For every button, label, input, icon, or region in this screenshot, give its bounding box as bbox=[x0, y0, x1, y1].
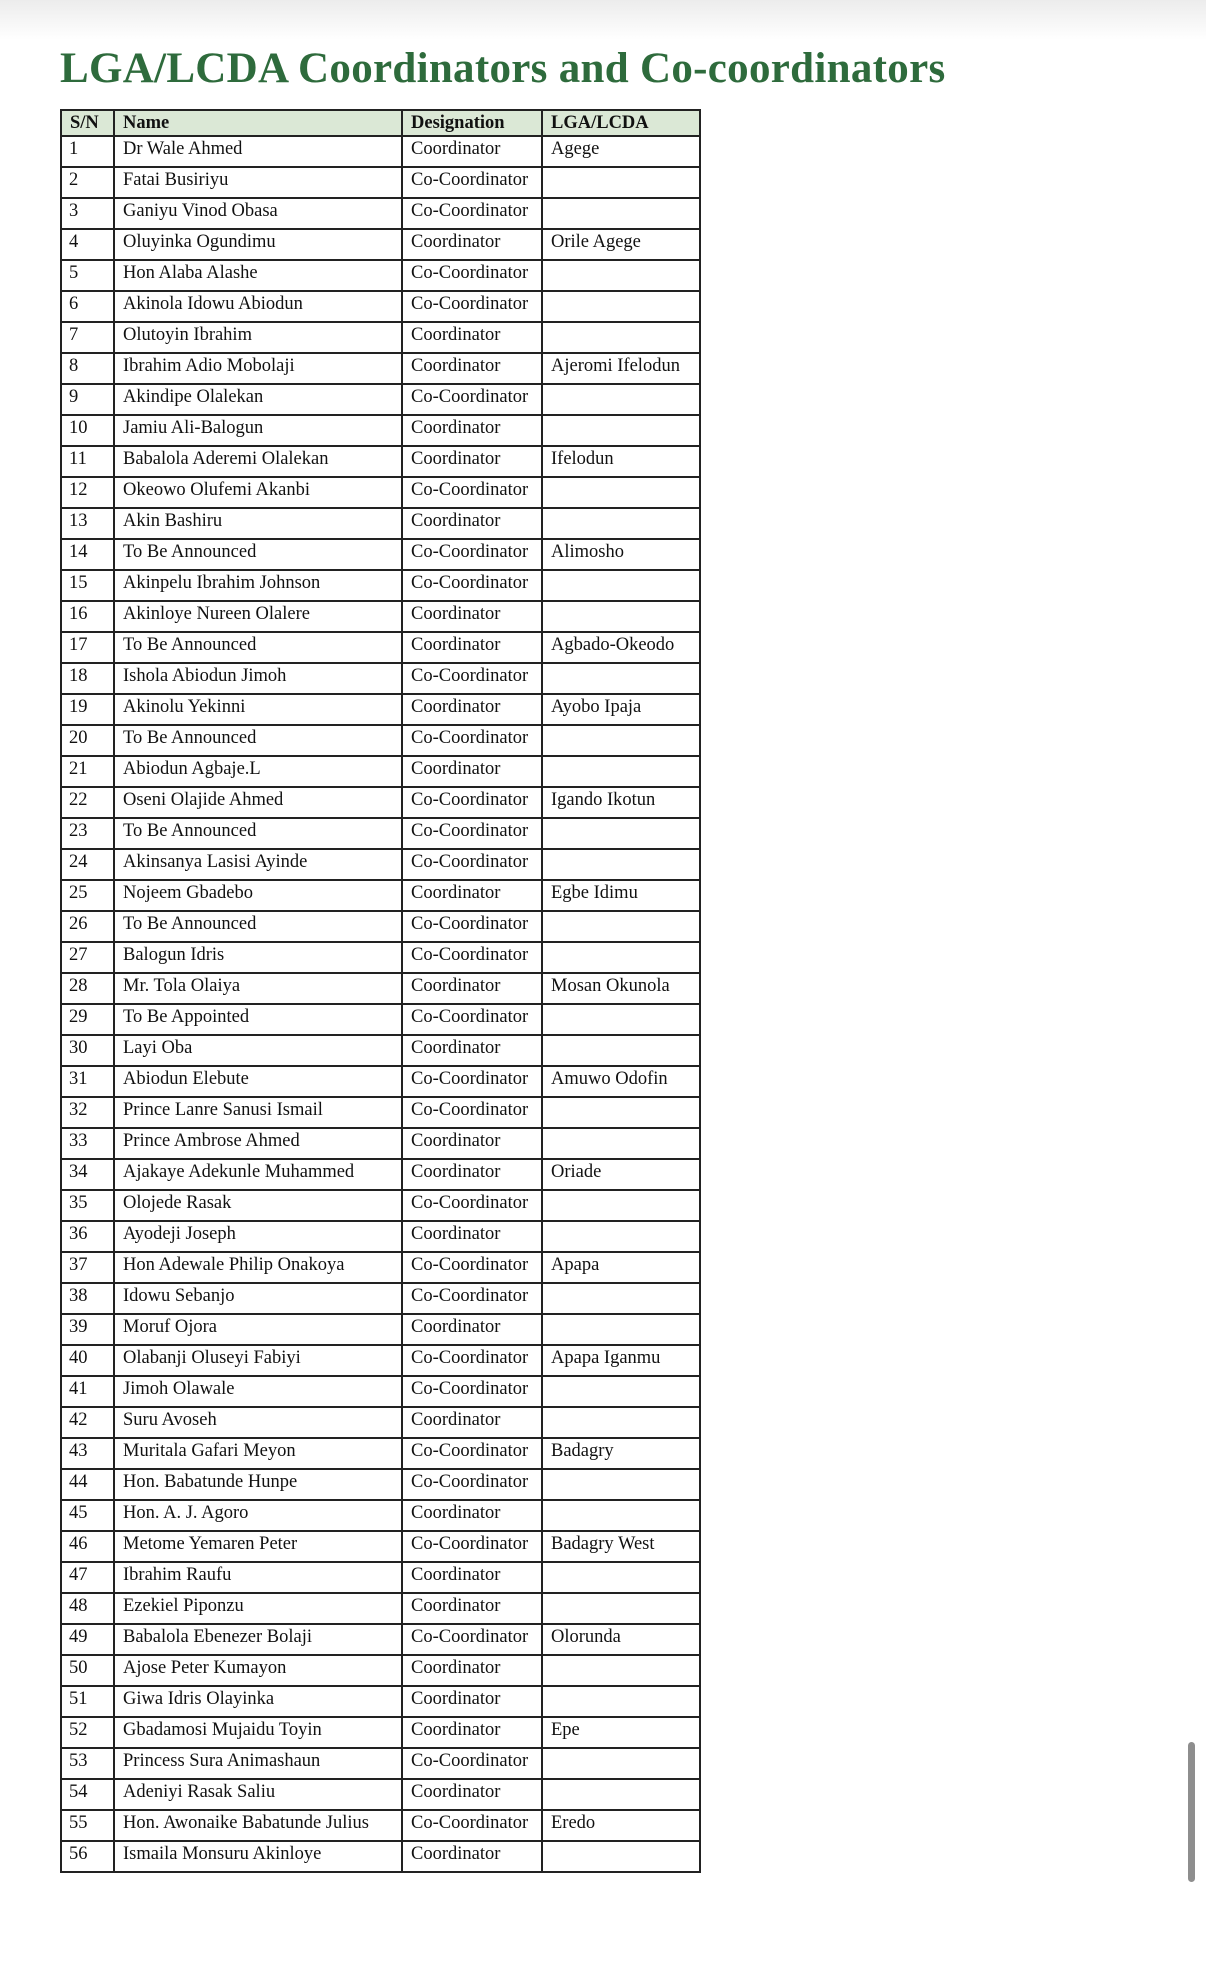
table-row bbox=[61, 384, 700, 415]
cell-lga: Eredo bbox=[542, 1810, 700, 1841]
cell-sn: 27 bbox=[61, 942, 114, 973]
table-row bbox=[61, 198, 700, 229]
cell-sn: 18 bbox=[61, 663, 114, 694]
cell-designation: Co-Coordinator bbox=[402, 1066, 542, 1097]
cell-designation: Coordinator bbox=[402, 1159, 542, 1190]
cell-designation: Coordinator bbox=[402, 1655, 542, 1686]
cell-sn: 45 bbox=[61, 1500, 114, 1531]
cell-lga bbox=[542, 322, 700, 353]
cell-name: Mr. Tola Olaiya bbox=[114, 973, 402, 1004]
cell-name: To Be Announced bbox=[114, 818, 402, 849]
cell-lga: Alimosho bbox=[542, 539, 700, 570]
cell-designation: Co-Coordinator bbox=[402, 1097, 542, 1128]
cell-name: To Be Announced bbox=[114, 632, 402, 663]
cell-designation: Co-Coordinator bbox=[402, 1531, 542, 1562]
column-header-lga: LGA/LCDA bbox=[542, 110, 700, 136]
cell-designation: Co-Coordinator bbox=[402, 818, 542, 849]
cell-designation: Coordinator bbox=[402, 1686, 542, 1717]
cell-designation: Co-Coordinator bbox=[402, 1283, 542, 1314]
cell-sn: 4 bbox=[61, 229, 114, 260]
cell-lga bbox=[542, 1469, 700, 1500]
cell-lga bbox=[542, 1035, 700, 1066]
cell-lga bbox=[542, 1593, 700, 1624]
cell-lga: Ajeromi Ifelodun bbox=[542, 353, 700, 384]
cell-sn: 52 bbox=[61, 1717, 114, 1748]
cell-name: Abiodun Elebute bbox=[114, 1066, 402, 1097]
cell-lga bbox=[542, 260, 700, 291]
cell-lga bbox=[542, 1562, 700, 1593]
table-row bbox=[61, 1407, 700, 1438]
cell-designation: Co-Coordinator bbox=[402, 1748, 542, 1779]
cell-name: Hon Adewale Philip Onakoya bbox=[114, 1252, 402, 1283]
cell-sn: 31 bbox=[61, 1066, 114, 1097]
table-row bbox=[61, 1500, 700, 1531]
cell-designation: Co-Coordinator bbox=[402, 849, 542, 880]
cell-sn: 24 bbox=[61, 849, 114, 880]
cell-name: Princess Sura Animashaun bbox=[114, 1748, 402, 1779]
table-row bbox=[61, 1097, 700, 1128]
cell-lga bbox=[542, 1779, 700, 1810]
cell-sn: 12 bbox=[61, 477, 114, 508]
cell-designation: Coordinator bbox=[402, 1035, 542, 1066]
cell-sn: 55 bbox=[61, 1810, 114, 1841]
table-row bbox=[61, 1469, 700, 1500]
table-row bbox=[61, 446, 700, 477]
cell-designation: Co-Coordinator bbox=[402, 260, 542, 291]
table-row bbox=[61, 1345, 700, 1376]
cell-sn: 1 bbox=[61, 136, 114, 167]
cell-name: Jamiu Ali-Balogun bbox=[114, 415, 402, 446]
cell-name: Okeowo Olufemi Akanbi bbox=[114, 477, 402, 508]
cell-sn: 43 bbox=[61, 1438, 114, 1469]
cell-name: Hon. A. J. Agoro bbox=[114, 1500, 402, 1531]
cell-name: Gbadamosi Mujaidu Toyin bbox=[114, 1717, 402, 1748]
cell-designation: Coordinator bbox=[402, 353, 542, 384]
cell-sn: 34 bbox=[61, 1159, 114, 1190]
cell-name: Ismaila Monsuru Akinloye bbox=[114, 1841, 402, 1872]
cell-designation: Co-Coordinator bbox=[402, 1469, 542, 1500]
cell-lga bbox=[542, 1190, 700, 1221]
cell-name: Ezekiel Piponzu bbox=[114, 1593, 402, 1624]
cell-sn: 51 bbox=[61, 1686, 114, 1717]
cell-name: Akinola Idowu Abiodun bbox=[114, 291, 402, 322]
cell-designation: Coordinator bbox=[402, 1314, 542, 1345]
cell-sn: 38 bbox=[61, 1283, 114, 1314]
cell-sn: 30 bbox=[61, 1035, 114, 1066]
cell-designation: Co-Coordinator bbox=[402, 167, 542, 198]
page-title: LGA/LCDA Coordinators and Co-coordinators bbox=[60, 45, 946, 92]
cell-name: Nojeem Gbadebo bbox=[114, 880, 402, 911]
cell-lga bbox=[542, 198, 700, 229]
cell-name: Metome Yemaren Peter bbox=[114, 1531, 402, 1562]
table-row bbox=[61, 1314, 700, 1345]
cell-lga bbox=[542, 384, 700, 415]
cell-lga bbox=[542, 570, 700, 601]
cell-sn: 41 bbox=[61, 1376, 114, 1407]
cell-name: Akinloye Nureen Olalere bbox=[114, 601, 402, 632]
cell-lga: Amuwo Odofin bbox=[542, 1066, 700, 1097]
cell-sn: 36 bbox=[61, 1221, 114, 1252]
cell-name: To Be Announced bbox=[114, 725, 402, 756]
cell-lga: Agege bbox=[542, 136, 700, 167]
table-row bbox=[61, 694, 700, 725]
cell-designation: Co-Coordinator bbox=[402, 942, 542, 973]
cell-sn: 28 bbox=[61, 973, 114, 1004]
table-row bbox=[61, 1562, 700, 1593]
table-row bbox=[61, 632, 700, 663]
cell-name: Oluyinka Ogundimu bbox=[114, 229, 402, 260]
cell-name: Olojede Rasak bbox=[114, 1190, 402, 1221]
coordinators-table bbox=[60, 109, 701, 1873]
table-row bbox=[61, 1190, 700, 1221]
cell-sn: 9 bbox=[61, 384, 114, 415]
cell-sn: 22 bbox=[61, 787, 114, 818]
cell-lga: Ayobo Ipaja bbox=[542, 694, 700, 725]
cell-lga bbox=[542, 1004, 700, 1035]
table-row bbox=[61, 1717, 700, 1748]
cell-sn: 8 bbox=[61, 353, 114, 384]
table-row bbox=[61, 1376, 700, 1407]
cell-name: Hon. Awonaike Babatunde Julius bbox=[114, 1810, 402, 1841]
cell-sn: 54 bbox=[61, 1779, 114, 1810]
table-row bbox=[61, 1686, 700, 1717]
cell-name: Akin Bashiru bbox=[114, 508, 402, 539]
cell-sn: 14 bbox=[61, 539, 114, 570]
cell-designation: Coordinator bbox=[402, 508, 542, 539]
cell-sn: 49 bbox=[61, 1624, 114, 1655]
cell-designation: Coordinator bbox=[402, 632, 542, 663]
cell-lga: Apapa Iganmu bbox=[542, 1345, 700, 1376]
table-header-row bbox=[61, 110, 700, 136]
cell-lga: Apapa bbox=[542, 1252, 700, 1283]
table-row bbox=[61, 539, 700, 570]
table-row bbox=[61, 725, 700, 756]
cell-lga: Olorunda bbox=[542, 1624, 700, 1655]
cell-designation: Coordinator bbox=[402, 446, 542, 477]
cell-sn: 13 bbox=[61, 508, 114, 539]
cell-name: To Be Appointed bbox=[114, 1004, 402, 1035]
cell-sn: 25 bbox=[61, 880, 114, 911]
cell-lga: Badagry West bbox=[542, 1531, 700, 1562]
cell-lga bbox=[542, 1221, 700, 1252]
table-row bbox=[61, 911, 700, 942]
cell-lga bbox=[542, 508, 700, 539]
cell-lga: Epe bbox=[542, 1717, 700, 1748]
cell-designation: Co-Coordinator bbox=[402, 787, 542, 818]
cell-designation: Co-Coordinator bbox=[402, 1376, 542, 1407]
cell-designation: Co-Coordinator bbox=[402, 539, 542, 570]
cell-lga bbox=[542, 477, 700, 508]
table-row bbox=[61, 477, 700, 508]
cell-designation: Co-Coordinator bbox=[402, 291, 542, 322]
cell-lga: Agbado-Okeodo bbox=[542, 632, 700, 663]
cell-name: Muritala Gafari Meyon bbox=[114, 1438, 402, 1469]
page-top-shadow bbox=[0, 0, 1206, 40]
cell-lga bbox=[542, 1686, 700, 1717]
cell-sn: 40 bbox=[61, 1345, 114, 1376]
table-row bbox=[61, 1066, 700, 1097]
cell-sn: 44 bbox=[61, 1469, 114, 1500]
table-row bbox=[61, 787, 700, 818]
cell-name: Giwa Idris Olayinka bbox=[114, 1686, 402, 1717]
cell-designation: Coordinator bbox=[402, 415, 542, 446]
cell-designation: Coordinator bbox=[402, 1221, 542, 1252]
cell-name: Akindipe Olalekan bbox=[114, 384, 402, 415]
cell-sn: 56 bbox=[61, 1841, 114, 1872]
cell-lga bbox=[542, 1500, 700, 1531]
cell-name: Olutoyin Ibrahim bbox=[114, 322, 402, 353]
column-header-name: Name bbox=[114, 110, 402, 136]
cell-name: Akinolu Yekinni bbox=[114, 694, 402, 725]
cell-name: Ayodeji Joseph bbox=[114, 1221, 402, 1252]
cell-name: Akinsanya Lasisi Ayinde bbox=[114, 849, 402, 880]
cell-sn: 23 bbox=[61, 818, 114, 849]
cell-lga bbox=[542, 1655, 700, 1686]
cell-sn: 20 bbox=[61, 725, 114, 756]
table-row bbox=[61, 849, 700, 880]
table-row bbox=[61, 291, 700, 322]
cell-sn: 32 bbox=[61, 1097, 114, 1128]
cell-name: Dr Wale Ahmed bbox=[114, 136, 402, 167]
table-row bbox=[61, 1035, 700, 1066]
table-row bbox=[61, 1748, 700, 1779]
cell-sn: 29 bbox=[61, 1004, 114, 1035]
cell-lga bbox=[542, 1283, 700, 1314]
table-row bbox=[61, 229, 700, 260]
cell-sn: 10 bbox=[61, 415, 114, 446]
table-row bbox=[61, 353, 700, 384]
cell-lga: Mosan Okunola bbox=[542, 973, 700, 1004]
table-row bbox=[61, 1624, 700, 1655]
cell-name: Balogun Idris bbox=[114, 942, 402, 973]
cell-name: Prince Lanre Sanusi Ismail bbox=[114, 1097, 402, 1128]
cell-sn: 42 bbox=[61, 1407, 114, 1438]
cell-lga: Igando Ikotun bbox=[542, 787, 700, 818]
cell-lga: Oriade bbox=[542, 1159, 700, 1190]
cell-sn: 3 bbox=[61, 198, 114, 229]
cell-lga bbox=[542, 756, 700, 787]
table-row bbox=[61, 1004, 700, 1035]
cell-sn: 6 bbox=[61, 291, 114, 322]
cell-name: Ajose Peter Kumayon bbox=[114, 1655, 402, 1686]
cell-designation: Coordinator bbox=[402, 694, 542, 725]
cell-sn: 50 bbox=[61, 1655, 114, 1686]
table-row bbox=[61, 1841, 700, 1872]
cell-designation: Co-Coordinator bbox=[402, 384, 542, 415]
cell-designation: Coordinator bbox=[402, 601, 542, 632]
table-row bbox=[61, 1531, 700, 1562]
table-row bbox=[61, 415, 700, 446]
cell-designation: Coordinator bbox=[402, 1717, 542, 1748]
cell-sn: 37 bbox=[61, 1252, 114, 1283]
cell-sn: 48 bbox=[61, 1593, 114, 1624]
table-row bbox=[61, 818, 700, 849]
column-header-sn: S/N bbox=[61, 110, 114, 136]
table-row bbox=[61, 1128, 700, 1159]
cell-name: Ajakaye Adekunle Muhammed bbox=[114, 1159, 402, 1190]
cell-lga bbox=[542, 1314, 700, 1345]
table-row bbox=[61, 942, 700, 973]
table-row bbox=[61, 1283, 700, 1314]
cell-lga bbox=[542, 1748, 700, 1779]
cell-name: Ibrahim Adio Mobolaji bbox=[114, 353, 402, 384]
table-row bbox=[61, 880, 700, 911]
cell-name: Akinpelu Ibrahim Johnson bbox=[114, 570, 402, 601]
vertical-scrollbar[interactable] bbox=[1188, 1742, 1195, 1882]
cell-name: Ibrahim Raufu bbox=[114, 1562, 402, 1593]
cell-lga bbox=[542, 601, 700, 632]
cell-designation: Co-Coordinator bbox=[402, 911, 542, 942]
cell-sn: 47 bbox=[61, 1562, 114, 1593]
cell-designation: Coordinator bbox=[402, 136, 542, 167]
cell-sn: 15 bbox=[61, 570, 114, 601]
table-body bbox=[61, 136, 700, 1872]
table-row bbox=[61, 1252, 700, 1283]
cell-designation: Coordinator bbox=[402, 229, 542, 260]
cell-lga: Ifelodun bbox=[542, 446, 700, 477]
cell-lga bbox=[542, 1128, 700, 1159]
cell-lga bbox=[542, 291, 700, 322]
cell-name: Jimoh Olawale bbox=[114, 1376, 402, 1407]
cell-designation: Coordinator bbox=[402, 1128, 542, 1159]
cell-sn: 39 bbox=[61, 1314, 114, 1345]
cell-name: Adeniyi Rasak Saliu bbox=[114, 1779, 402, 1810]
table-row bbox=[61, 1221, 700, 1252]
cell-sn: 7 bbox=[61, 322, 114, 353]
cell-designation: Co-Coordinator bbox=[402, 570, 542, 601]
cell-sn: 11 bbox=[61, 446, 114, 477]
table-row bbox=[61, 1593, 700, 1624]
table-row bbox=[61, 570, 700, 601]
cell-lga: Egbe Idimu bbox=[542, 880, 700, 911]
cell-designation: Co-Coordinator bbox=[402, 1438, 542, 1469]
cell-sn: 35 bbox=[61, 1190, 114, 1221]
cell-name: Oseni Olajide Ahmed bbox=[114, 787, 402, 818]
table-row bbox=[61, 756, 700, 787]
cell-name: Hon Alaba Alashe bbox=[114, 260, 402, 291]
cell-designation: Coordinator bbox=[402, 1593, 542, 1624]
cell-name: To Be Announced bbox=[114, 539, 402, 570]
table-row bbox=[61, 973, 700, 1004]
cell-designation: Co-Coordinator bbox=[402, 1810, 542, 1841]
cell-sn: 53 bbox=[61, 1748, 114, 1779]
cell-designation: Coordinator bbox=[402, 756, 542, 787]
cell-name: Prince Ambrose Ahmed bbox=[114, 1128, 402, 1159]
column-header-designation: Designation bbox=[402, 110, 542, 136]
cell-lga bbox=[542, 1407, 700, 1438]
cell-lga bbox=[542, 1376, 700, 1407]
table-row bbox=[61, 1810, 700, 1841]
cell-name: Babalola Ebenezer Bolaji bbox=[114, 1624, 402, 1655]
table-row bbox=[61, 260, 700, 291]
cell-designation: Co-Coordinator bbox=[402, 477, 542, 508]
cell-sn: 19 bbox=[61, 694, 114, 725]
cell-lga bbox=[542, 167, 700, 198]
cell-lga bbox=[542, 1097, 700, 1128]
cell-sn: 17 bbox=[61, 632, 114, 663]
cell-designation: Coordinator bbox=[402, 973, 542, 1004]
cell-name: Layi Oba bbox=[114, 1035, 402, 1066]
cell-lga: Badagry bbox=[542, 1438, 700, 1469]
cell-sn: 26 bbox=[61, 911, 114, 942]
table-row bbox=[61, 167, 700, 198]
cell-lga bbox=[542, 663, 700, 694]
cell-name: Ganiyu Vinod Obasa bbox=[114, 198, 402, 229]
table-row bbox=[61, 1438, 700, 1469]
table-row bbox=[61, 1655, 700, 1686]
cell-lga bbox=[542, 818, 700, 849]
cell-name: Hon. Babatunde Hunpe bbox=[114, 1469, 402, 1500]
table-row bbox=[61, 508, 700, 539]
cell-name: Babalola Aderemi Olalekan bbox=[114, 446, 402, 477]
cell-designation: Co-Coordinator bbox=[402, 1252, 542, 1283]
cell-lga bbox=[542, 1841, 700, 1872]
cell-sn: 46 bbox=[61, 1531, 114, 1562]
cell-lga bbox=[542, 849, 700, 880]
cell-lga: Orile Agege bbox=[542, 229, 700, 260]
cell-name: Ishola Abiodun Jimoh bbox=[114, 663, 402, 694]
table-row bbox=[61, 1779, 700, 1810]
cell-lga bbox=[542, 415, 700, 446]
cell-designation: Co-Coordinator bbox=[402, 725, 542, 756]
cell-designation: Coordinator bbox=[402, 1562, 542, 1593]
cell-designation: Coordinator bbox=[402, 1841, 542, 1872]
cell-designation: Co-Coordinator bbox=[402, 1190, 542, 1221]
cell-sn: 21 bbox=[61, 756, 114, 787]
table-row bbox=[61, 136, 700, 167]
cell-name: Moruf Ojora bbox=[114, 1314, 402, 1345]
cell-name: Olabanji Oluseyi Fabiyi bbox=[114, 1345, 402, 1376]
cell-name: Fatai Busiriyu bbox=[114, 167, 402, 198]
cell-sn: 2 bbox=[61, 167, 114, 198]
cell-designation: Co-Coordinator bbox=[402, 1624, 542, 1655]
cell-designation: Co-Coordinator bbox=[402, 198, 542, 229]
cell-lga bbox=[542, 725, 700, 756]
cell-sn: 33 bbox=[61, 1128, 114, 1159]
table-row bbox=[61, 663, 700, 694]
cell-sn: 5 bbox=[61, 260, 114, 291]
cell-designation: Coordinator bbox=[402, 1407, 542, 1438]
cell-designation: Coordinator bbox=[402, 322, 542, 353]
cell-name: Idowu Sebanjo bbox=[114, 1283, 402, 1314]
cell-name: To Be Announced bbox=[114, 911, 402, 942]
cell-sn: 16 bbox=[61, 601, 114, 632]
table-row bbox=[61, 322, 700, 353]
cell-designation: Co-Coordinator bbox=[402, 1345, 542, 1376]
cell-name: Abiodun Agbaje.L bbox=[114, 756, 402, 787]
cell-lga bbox=[542, 942, 700, 973]
cell-designation: Coordinator bbox=[402, 1779, 542, 1810]
table-row bbox=[61, 1159, 700, 1190]
cell-lga bbox=[542, 911, 700, 942]
cell-designation: Coordinator bbox=[402, 880, 542, 911]
cell-designation: Co-Coordinator bbox=[402, 663, 542, 694]
cell-designation: Coordinator bbox=[402, 1500, 542, 1531]
table-row bbox=[61, 601, 700, 632]
cell-name: Suru Avoseh bbox=[114, 1407, 402, 1438]
cell-designation: Co-Coordinator bbox=[402, 1004, 542, 1035]
